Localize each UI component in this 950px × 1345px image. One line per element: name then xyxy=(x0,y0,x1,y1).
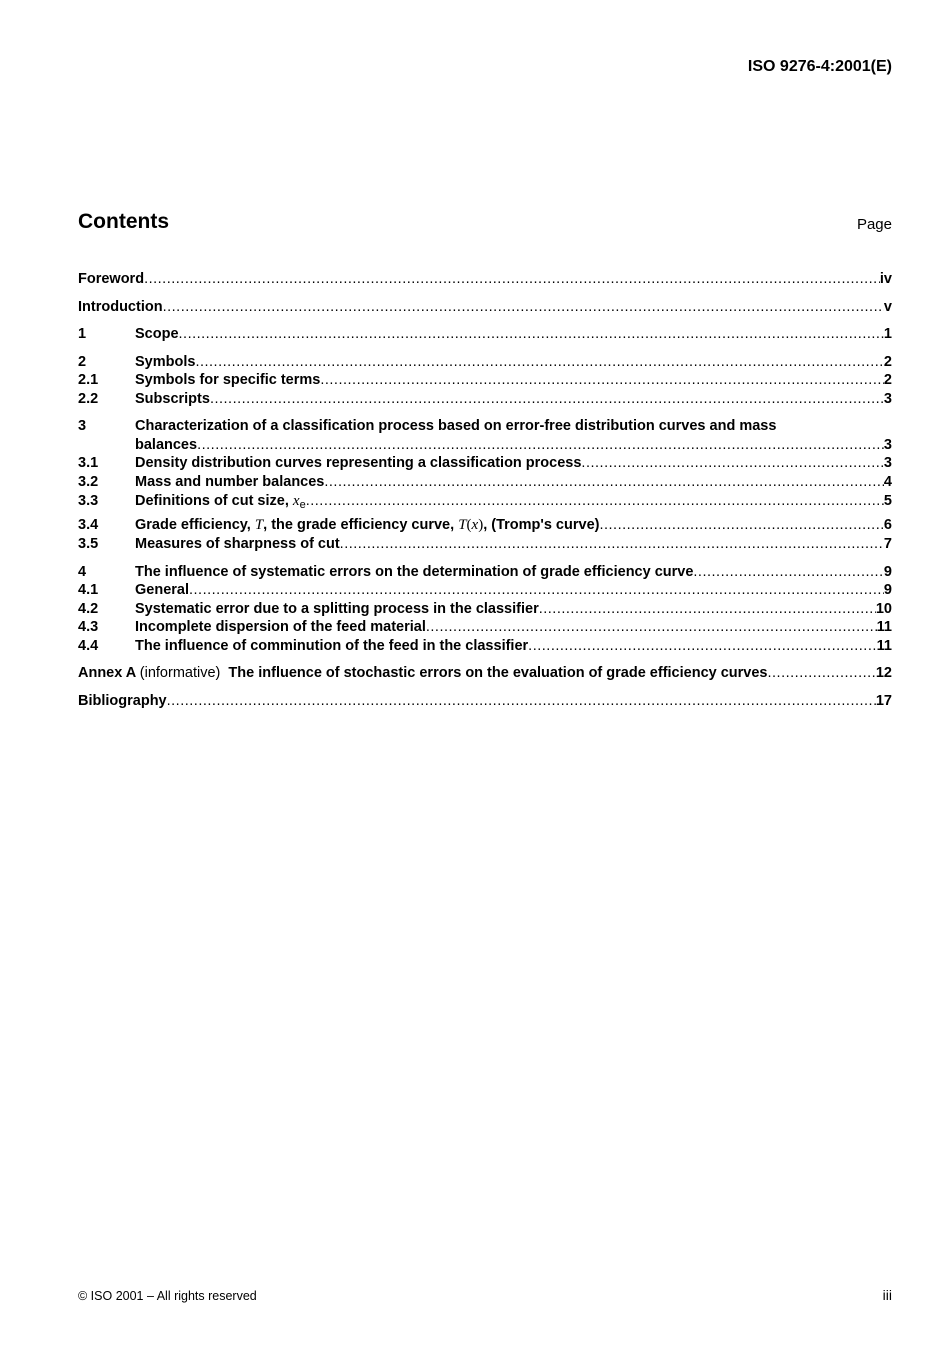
toc-entry-density-distribution[interactable] xyxy=(78,454,892,473)
toc-leader xyxy=(189,581,884,600)
toc-number: 3.3 xyxy=(78,493,99,509)
toc-leader xyxy=(179,325,884,344)
toc-title: Incomplete dispersion of the feed material xyxy=(135,619,426,635)
toc-title: Introduction xyxy=(78,298,163,315)
toc-title: Density distribution curves representing a classification process xyxy=(135,455,582,471)
toc-entry-grade-efficiency[interactable] xyxy=(78,515,892,535)
toc-page: iv xyxy=(879,271,892,287)
toc-title: Subscripts xyxy=(135,390,210,407)
toc-title: Bibliography xyxy=(78,692,167,709)
toc-number: 2.1 xyxy=(78,372,99,388)
toc-title: Symbols xyxy=(135,353,196,370)
toc-title-text: Grade efficiency, xyxy=(135,517,255,533)
toc-leader xyxy=(163,298,884,317)
toc-leader xyxy=(768,664,876,683)
toc-number: 3 xyxy=(78,418,87,434)
toc-number: 4.1 xyxy=(78,582,99,598)
toc-leader xyxy=(320,371,884,390)
toc-page: 10 xyxy=(875,600,892,617)
page-number: iii xyxy=(882,1287,892,1303)
toc-title: Scope xyxy=(135,326,179,342)
toc-leader xyxy=(539,600,876,619)
toc-leader xyxy=(340,535,884,554)
toc-page: 7 xyxy=(883,536,892,552)
toc-page: 3 xyxy=(883,390,892,407)
toc-entry-subscripts[interactable] xyxy=(78,390,892,409)
toc-page: 6 xyxy=(883,517,892,533)
toc-leader xyxy=(197,436,884,455)
toc-entry-annex-a[interactable] xyxy=(78,664,892,683)
annex-label: Annex A xyxy=(78,665,136,681)
toc-title xyxy=(78,664,768,683)
toc-page: 3 xyxy=(883,436,892,453)
toc-leader xyxy=(195,353,883,372)
toc-number: 4.2 xyxy=(78,600,99,617)
toc-title: Foreword xyxy=(78,271,145,287)
toc-entry-splitting-process[interactable] xyxy=(78,600,892,619)
toc-entry-symbols-specific-terms[interactable] xyxy=(78,371,892,390)
annex-title: The influence of stochastic errors on the evaluation of grade efficiency curves xyxy=(228,665,768,681)
toc-leader xyxy=(528,637,876,656)
toc-title xyxy=(135,515,599,535)
toc-entry-mass-number-balances[interactable] xyxy=(78,473,892,492)
toc-number: 3.5 xyxy=(78,536,99,552)
toc-number: 4 xyxy=(78,563,87,580)
toc-entry-sharpness-of-cut[interactable] xyxy=(78,535,892,554)
toc-title: The influence of systematic errors on the determination of grade efficiency curve xyxy=(135,563,694,580)
toc-title-text: , the grade efficiency curve, xyxy=(263,517,459,533)
toc-entry-general[interactable] xyxy=(78,581,892,600)
toc-page: 11 xyxy=(876,637,892,654)
toc-page: 2 xyxy=(883,372,892,388)
toc-title-line-2: balances xyxy=(135,436,198,453)
toc-leader xyxy=(693,563,884,582)
toc-leader xyxy=(167,692,876,711)
toc-entry-foreword[interactable] xyxy=(78,270,892,289)
toc-number: 2 xyxy=(78,353,87,370)
toc-title-text: , (Tromp's curve) xyxy=(483,517,600,533)
page-title: Contents xyxy=(78,210,169,233)
toc-leader xyxy=(599,515,883,535)
toc-leader xyxy=(426,618,877,637)
toc-number: 3.4 xyxy=(78,517,99,533)
toc-number: 4.4 xyxy=(78,637,99,654)
toc-title: Symbols for specific terms xyxy=(135,372,321,388)
toc-entry-introduction[interactable] xyxy=(78,298,892,317)
toc-leader xyxy=(144,270,880,289)
subscript-e: e xyxy=(299,499,306,511)
toc-page: 9 xyxy=(883,582,892,598)
toc-number: 2.2 xyxy=(78,390,99,407)
symbol-x: x xyxy=(292,493,300,509)
toc-number: 3.2 xyxy=(78,473,99,490)
toc-entry-incomplete-dispersion[interactable] xyxy=(78,618,892,637)
toc-page: 1 xyxy=(883,326,892,342)
toc-page: 9 xyxy=(883,563,892,580)
toc-leader xyxy=(581,454,884,473)
toc-page: v xyxy=(883,298,892,315)
toc-entry-cut-size[interactable] xyxy=(78,491,892,515)
toc-title-line-1: Characterization of a classification process based on error-free distribution curves and mass xyxy=(135,418,777,434)
toc-entry-symbols[interactable] xyxy=(78,353,892,372)
toc-number: 1 xyxy=(78,326,87,342)
symbol-T-of-x: T(x) xyxy=(458,517,484,533)
toc-entry-bibliography[interactable] xyxy=(78,692,892,711)
toc-leader xyxy=(210,390,884,409)
annex-informative: (informative) xyxy=(139,665,221,681)
toc-title: General xyxy=(135,582,189,598)
table-of-contents xyxy=(78,270,892,710)
copyright-notice: © ISO 2001 – All rights reserved xyxy=(78,1289,257,1303)
toc-title-text: Definitions of cut size, xyxy=(135,493,293,509)
toc-entry-comminution[interactable] xyxy=(78,637,892,656)
toc-title: The influence of comminution of the feed in the classifier xyxy=(135,637,529,654)
symbol-T: T xyxy=(254,517,264,533)
toc-leader xyxy=(306,491,884,511)
toc-page: 5 xyxy=(883,493,892,509)
toc-page: 12 xyxy=(875,665,892,681)
toc-page: 17 xyxy=(875,692,892,709)
document-id: ISO 9276-4:2001(E) xyxy=(747,58,892,75)
toc-entry-characterization[interactable] xyxy=(78,417,892,454)
toc-page: 2 xyxy=(883,353,892,370)
toc-title: Systematic error due to a splitting process in the classifier xyxy=(135,600,539,617)
toc-page: 11 xyxy=(876,619,892,635)
toc-page: 3 xyxy=(883,455,892,471)
toc-entry-systematic-errors[interactable] xyxy=(78,563,892,582)
toc-title xyxy=(135,491,306,515)
toc-number: 3.1 xyxy=(78,455,99,471)
toc-leader xyxy=(324,473,884,492)
toc-entry-scope[interactable] xyxy=(78,325,892,344)
toc-page: 4 xyxy=(883,473,892,490)
page-column-label: Page xyxy=(856,216,892,233)
toc-title: Mass and number balances xyxy=(135,473,325,490)
toc-number: 4.3 xyxy=(78,619,99,635)
toc-title: Measures of sharpness of cut xyxy=(135,536,340,552)
contents-heading xyxy=(78,210,892,240)
